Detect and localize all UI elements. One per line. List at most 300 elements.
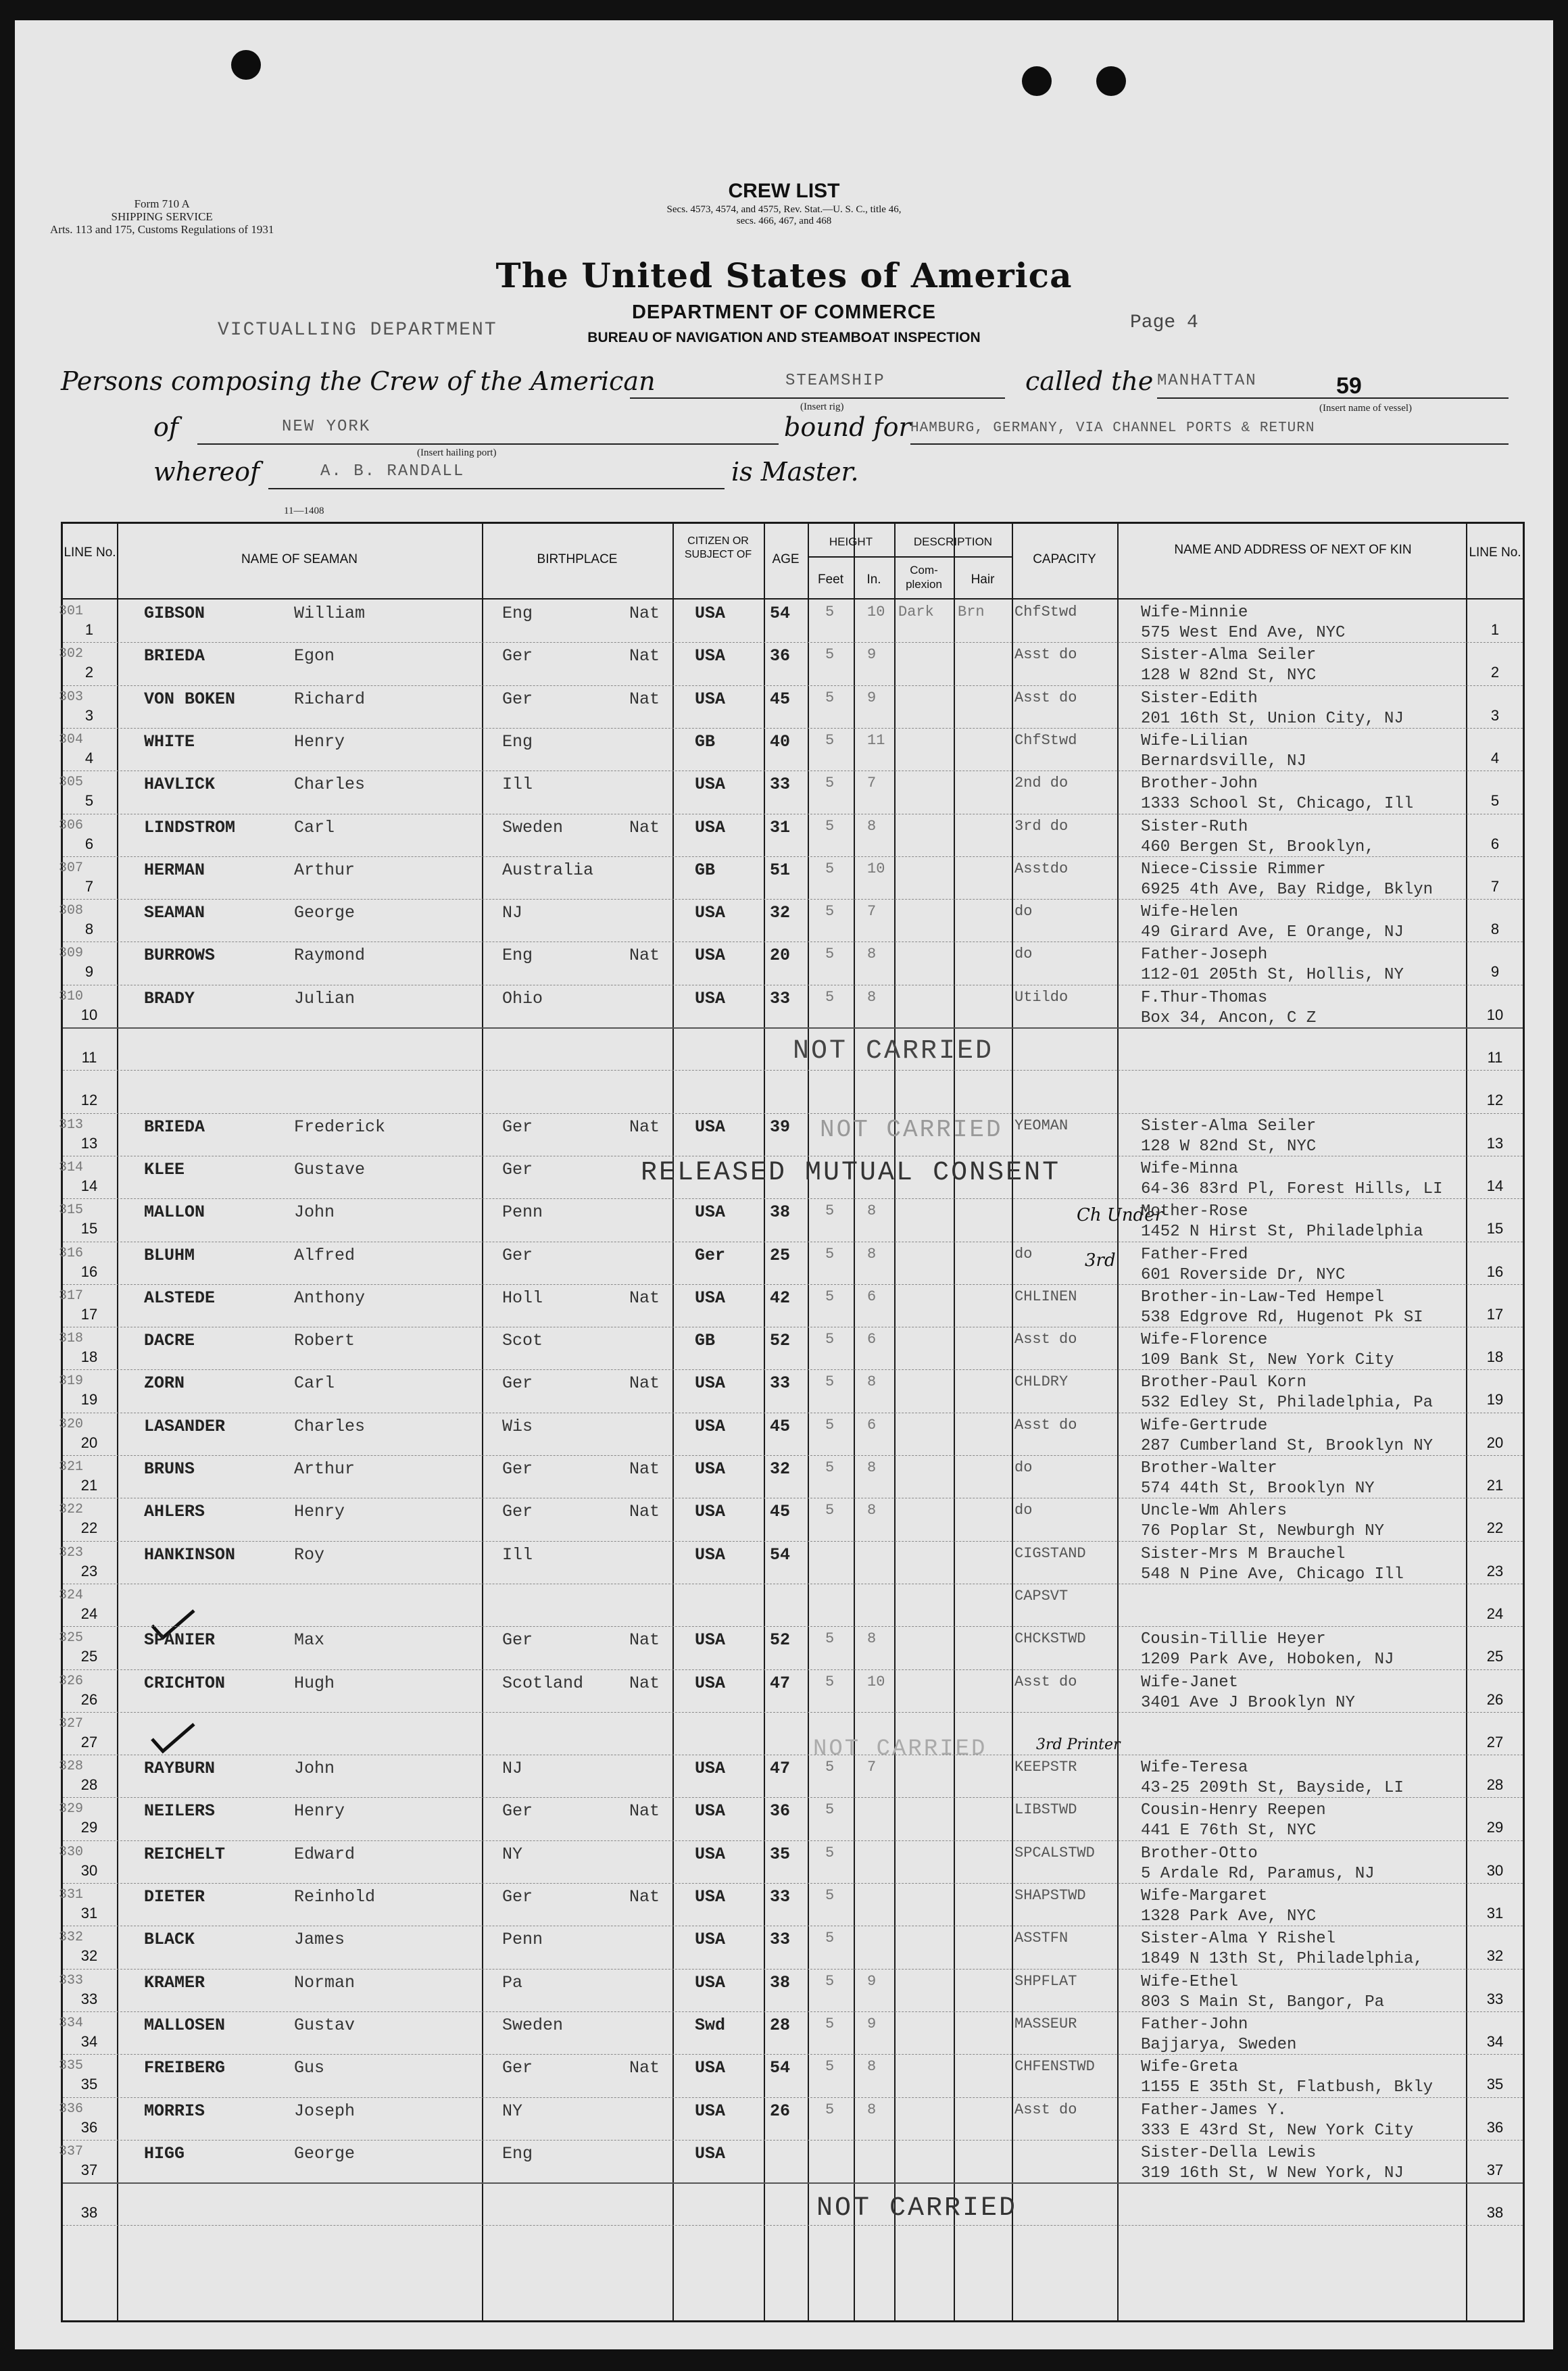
cell-ft: 5 — [825, 1202, 835, 1220]
cell-cit: USA — [695, 2058, 726, 2078]
cell-hair: Brn — [958, 604, 985, 620]
cell-surname: MALLOSEN — [144, 2015, 226, 2035]
cell-surname: HAVLICK — [144, 775, 216, 795]
cell-birth: Australia — [502, 860, 594, 880]
cell-comp: Dark — [898, 604, 934, 620]
line-number: 1 — [84, 621, 94, 638]
cell-kin2: 287 Cumberland St, Brooklyn NY — [1141, 1436, 1434, 1455]
cell-kin2: 803 S Main St, Bangor, Pa — [1141, 1993, 1385, 2011]
cell-given: George — [294, 903, 356, 923]
cell-age: 47 — [770, 1759, 791, 1779]
cell-given: Robert — [294, 1331, 356, 1351]
cell-cit: USA — [695, 1373, 726, 1394]
row-divider — [63, 1669, 1523, 1670]
row-divider — [63, 1883, 1523, 1884]
cell-cit: USA — [695, 1887, 726, 1907]
whereof-label: whereof — [153, 457, 260, 487]
cell-surname: BLACK — [144, 1930, 195, 1950]
cell-kin1: Wife-Minna — [1141, 1159, 1239, 1178]
col-citizen: CITIZEN OR SUBJECT OF — [684, 535, 752, 560]
line-number-right: 13 — [1486, 1134, 1504, 1152]
crew-of-american-label: Persons composing the Crew of the American — [61, 366, 656, 396]
cell-birth: Ohio — [502, 988, 543, 1008]
cell-birth: Ill — [502, 775, 533, 795]
col-height: HEIGHT — [829, 535, 873, 548]
cell-kin2: 1155 E 35th St, Flatbush, Bkly — [1141, 2078, 1434, 2097]
cell-age: 33 — [770, 988, 791, 1008]
cell-age: 25 — [770, 1245, 791, 1265]
row-divider — [63, 2054, 1523, 2055]
statutes-reference — [15, 204, 1553, 227]
cell-ft: 5 — [825, 1416, 835, 1434]
cell-cap: CHLDRY — [1014, 1373, 1069, 1391]
cell-age: 26 — [770, 2101, 791, 2121]
cell-in: 7 — [867, 1759, 877, 1776]
cell-serial: 304 — [59, 731, 84, 748]
cell-ft: 5 — [825, 2101, 835, 2118]
cell-kin1: Sister-Ruth — [1141, 817, 1248, 836]
line-number-right: 7 — [1490, 877, 1500, 895]
cell-kin1: Wife-Teresa — [1141, 1759, 1248, 1778]
cell-kin2: 49 Girard Ave, E Orange, NJ — [1141, 923, 1404, 942]
line-number-right: 37 — [1486, 2161, 1504, 2178]
cell-cap: LIBSTWD — [1014, 1801, 1077, 1819]
cell-given: Egon — [294, 646, 335, 666]
cell-nat: Nat — [629, 689, 660, 709]
line-number-right: 9 — [1490, 963, 1500, 981]
cell-age: 36 — [770, 1801, 791, 1822]
cell-cap: Asst do — [1014, 1673, 1077, 1690]
cell-kin1: Wife-Margaret — [1141, 1887, 1268, 1905]
cell-cit: USA — [695, 1544, 726, 1565]
cell-age: 54 — [770, 2058, 791, 2078]
cell-surname: BRUNS — [144, 1459, 195, 1479]
line-number: 16 — [80, 1263, 98, 1280]
cell-kin1: Sister-Mrs M Brauchel — [1141, 1544, 1346, 1563]
cell-kin1: Brother-Otto — [1141, 1844, 1258, 1863]
cell-cit: USA — [695, 775, 726, 795]
cell-age: 36 — [770, 646, 791, 666]
vessel-label: (Insert name of vessel) — [1319, 403, 1413, 414]
cell-surname: AHLERS — [144, 1502, 205, 1522]
bureau-heading: BUREAU OF NAVIGATION AND STEAMBOAT INSPECTION — [587, 330, 981, 345]
row-divider — [63, 1626, 1523, 1627]
line-number-right: 11 — [1487, 1049, 1503, 1066]
cell-kin2: Bajjarya, Sweden — [1141, 2035, 1297, 2054]
cell-serial: 333 — [59, 1972, 84, 1988]
cell-kin1: Uncle-Wm Ahlers — [1141, 1502, 1288, 1521]
cell-kin1: Brother-John — [1141, 775, 1258, 793]
cell-in: 8 — [867, 988, 877, 1006]
cell-kin2: 1209 Park Ave, Hoboken, NJ — [1141, 1651, 1394, 1669]
cell-kin1: Wife-Janet — [1141, 1673, 1239, 1692]
cell-kin2: 575 West End Ave, NYC — [1141, 624, 1346, 642]
cell-cit: USA — [695, 1502, 726, 1522]
line-number: 30 — [80, 1861, 98, 1879]
cell-age: 20 — [770, 946, 791, 966]
row-divider — [63, 1284, 1523, 1285]
cell-cit: USA — [695, 988, 726, 1008]
cell-ft: 5 — [825, 1801, 835, 1819]
line-number: 3 — [84, 706, 94, 724]
line-number: 10 — [80, 1006, 98, 1023]
cell-in: 6 — [867, 1331, 877, 1348]
line-number: 29 — [80, 1819, 98, 1836]
cell-in: 8 — [867, 2058, 877, 2076]
cell-kin1: Wife-Lilian — [1141, 731, 1248, 750]
cell-given: Julian — [294, 988, 356, 1008]
col-age: AGE — [772, 552, 800, 566]
cell-cit: USA — [695, 1673, 726, 1693]
cell-surname: BLUHM — [144, 1245, 195, 1265]
cell-ft: 5 — [825, 1630, 835, 1648]
cell-kin1: Sister-Alma Seiler — [1141, 1117, 1317, 1135]
document-title: CREW LIST — [728, 180, 840, 202]
cell-ft: 5 — [825, 689, 835, 706]
line-number-right: 27 — [1486, 1733, 1504, 1751]
vessel-name: MANHATTAN — [1157, 372, 1257, 390]
cell-nat: Nat — [629, 1288, 660, 1308]
line-number-right: 33 — [1486, 1990, 1504, 2007]
cell-kin2: 64-36 83rd Pl, Forest Hills, LI — [1141, 1179, 1443, 1198]
cell-kin1: Cousin-Henry Reepen — [1141, 1801, 1326, 1820]
cell-given: Joseph — [294, 2101, 356, 2121]
cell-kin1: Father-James Y. — [1141, 2101, 1288, 2120]
cell-surname: NEILERS — [144, 1801, 216, 1822]
line-number-right: 1 — [1490, 621, 1500, 638]
cell-in: 7 — [867, 903, 877, 921]
cell-surname: MORRIS — [144, 2101, 205, 2121]
cell-given: Roy — [294, 1544, 325, 1565]
cell-age: 42 — [770, 1288, 791, 1308]
cell-cit: USA — [695, 946, 726, 966]
line-number: 12 — [80, 1092, 98, 1109]
line-number-right: 28 — [1486, 1776, 1504, 1794]
cell-age: 33 — [770, 1930, 791, 1950]
line-number: 11 — [81, 1049, 97, 1066]
cell-given: John — [294, 1759, 335, 1779]
cell-cit: USA — [695, 604, 726, 623]
cell-given: John — [294, 1202, 335, 1223]
cell-kin2: 1849 N 13th St, Philadelphia, — [1141, 1950, 1423, 1969]
punch-hole — [231, 50, 261, 80]
cell-cit: USA — [695, 1416, 726, 1436]
col-capacity: CAPACITY — [1033, 552, 1096, 566]
crew-list-sheet — [15, 20, 1553, 2349]
cell-kin1: Wife-Ethel — [1141, 1972, 1239, 1991]
cell-surname: ZORN — [144, 1373, 185, 1394]
cell-kin2: 538 Edgrove Rd, Hugenot Pk SI — [1141, 1308, 1423, 1327]
line-number: 34 — [80, 2032, 98, 2050]
cell-serial: 315 — [59, 1202, 84, 1219]
cell-in: 9 — [867, 2015, 877, 2032]
form-number: Form 710 A — [134, 197, 190, 210]
cell-cap: CAPSVT — [1014, 1587, 1069, 1605]
cell-age: 32 — [770, 1459, 791, 1479]
col-name: NAME OF SEAMAN — [241, 552, 358, 566]
cell-cit: USA — [695, 1930, 726, 1950]
cell-birth: Ill — [502, 1544, 533, 1565]
cell-cit: USA — [695, 1202, 726, 1223]
cell-ft: 5 — [825, 1887, 835, 1904]
col-birthplace: BIRTHPLACE — [537, 552, 618, 566]
cell-cap: KEEPSTR — [1014, 1759, 1077, 1776]
cell-kin2: 601 Roverside Dr, NYC — [1141, 1265, 1346, 1284]
line-number-right: 36 — [1486, 2118, 1504, 2136]
cell-ft: 5 — [825, 1288, 835, 1305]
cell-nat: Nat — [629, 2058, 660, 2078]
cell-cap: CHCKSTWD — [1014, 1630, 1086, 1648]
line-number-right: 24 — [1486, 1605, 1504, 1622]
line-number-right: 26 — [1486, 1690, 1504, 1708]
cell-cap: do — [1014, 1502, 1033, 1519]
row-divider — [63, 2182, 1523, 2184]
is-master-label: is Master. — [731, 457, 859, 487]
row-divider — [63, 1070, 1523, 1071]
cell-serial: 337 — [59, 2143, 84, 2159]
cell-in: 8 — [867, 1459, 877, 1476]
row-divider — [63, 899, 1523, 900]
line-number: 26 — [80, 1690, 98, 1708]
cell-in: 9 — [867, 689, 877, 706]
cell-nat: Nat — [629, 646, 660, 666]
cell-cap: Asst do — [1014, 689, 1077, 706]
destination: HAMBURG, GERMANY, VIA CHANNEL PORTS & RETURN — [910, 420, 1315, 436]
cell-cap: CHFENSTWD — [1014, 2058, 1095, 2076]
cell-ft: 5 — [825, 2015, 835, 2032]
line-number: 6 — [84, 835, 94, 852]
line-number-right: 12 — [1486, 1092, 1504, 1109]
cell-ft: 5 — [825, 604, 835, 620]
cell-birth: NY — [502, 1844, 523, 1864]
cell-cit: USA — [695, 1117, 726, 1137]
cell-cap: SHAPSTWD — [1014, 1887, 1086, 1904]
statutes-line-1: Secs. 4573, 4574, and 4575, Rev. Stat.—U. S. C., title 46, — [666, 204, 902, 215]
voyage-number: 59 — [1336, 373, 1362, 399]
typed-department: VICTUALLING DEPARTMENT — [218, 320, 497, 341]
cell-kin2: Bernardsville, NJ — [1141, 752, 1306, 771]
cell-ft: 5 — [825, 1373, 835, 1391]
cell-given: Carl — [294, 1373, 335, 1394]
cell-given: James — [294, 1930, 345, 1950]
cell-in: 6 — [867, 1288, 877, 1305]
row-divider — [63, 1969, 1523, 1970]
cell-in: 6 — [867, 1416, 877, 1434]
col-next-of-kin: NAME AND ADDRESS OF NEXT OF KIN — [1174, 543, 1412, 557]
cell-kin2: 574 44th St, Brooklyn NY — [1141, 1480, 1375, 1498]
cell-birth: Scot — [502, 1331, 543, 1351]
cell-ft: 5 — [825, 1930, 835, 1947]
row-divider — [63, 728, 1523, 729]
cell-given: George — [294, 2143, 356, 2164]
cell-birth: Ger — [502, 1887, 533, 1907]
line-number: 21 — [80, 1477, 98, 1494]
row-divider — [63, 1369, 1523, 1370]
cell-cap: ASSTFN — [1014, 1930, 1069, 1947]
cell-kin1: Sister-Alma Seiler — [1141, 646, 1317, 665]
cell-cit: USA — [695, 1801, 726, 1822]
hailing-port: NEW YORK — [282, 418, 371, 436]
department-heading: DEPARTMENT OF COMMERCE — [631, 301, 936, 323]
bound-for-label: bound for — [784, 412, 911, 442]
cell-given: Anthony — [294, 1288, 366, 1308]
cell-cit: Ger — [695, 1245, 726, 1265]
stamp-not-carried: NOT CARRIED — [816, 2193, 1018, 2224]
cell-surname: KLEE — [144, 1159, 185, 1179]
cell-kin1: F.Thur-Thomas — [1141, 988, 1268, 1007]
cell-birth: Eng — [502, 731, 533, 752]
cell-serial: 316 — [59, 1245, 84, 1261]
cell-surname: HIGG — [144, 2143, 185, 2164]
row-divider — [63, 1712, 1523, 1713]
cell-cap: Asst do — [1014, 646, 1077, 664]
cell-serial: 322 — [59, 1502, 84, 1518]
cell-kin1: Sister-Edith — [1141, 689, 1258, 708]
cell-kin2: 3401 Ave J Brooklyn NY — [1141, 1693, 1355, 1712]
cell-kin1: Brother-Walter — [1141, 1459, 1277, 1477]
row-divider — [63, 685, 1523, 686]
cell-age: 38 — [770, 1972, 791, 1993]
cell-birth: Holl — [502, 1288, 543, 1308]
cell-age: 45 — [770, 1502, 791, 1522]
cell-surname: FREIBERG — [144, 2058, 226, 2078]
cell-in: 7 — [867, 775, 877, 792]
cell-serial: 301 — [59, 604, 84, 619]
cell-given: Max — [294, 1630, 325, 1651]
line-number: 5 — [84, 792, 94, 810]
line-number-right: 4 — [1490, 749, 1500, 766]
line-number-right: 10 — [1486, 1006, 1504, 1023]
cell-birth: Ger — [502, 646, 533, 666]
form-regulation: Arts. 113 and 175, Customs Regulations of 1931 — [50, 223, 274, 236]
cell-in: 10 — [867, 1673, 885, 1690]
cell-in: 8 — [867, 1373, 877, 1391]
cell-surname: BRADY — [144, 988, 195, 1008]
cell-surname: HANKINSON — [144, 1544, 236, 1565]
cell-age: 38 — [770, 1202, 791, 1223]
cell-kin1: Father-Joseph — [1141, 946, 1268, 964]
cell-serial: 310 — [59, 988, 84, 1004]
cell-cap: SPCALSTWD — [1014, 1844, 1095, 1861]
cell-birth: Wis — [502, 1416, 533, 1436]
cell-surname: BURROWS — [144, 946, 216, 966]
cell-age: 33 — [770, 775, 791, 795]
cell-surname: ALSTEDE — [144, 1288, 216, 1308]
cell-kin2: 201 16th St, Union City, NJ — [1141, 709, 1404, 728]
form-service: SHIPPING SERVICE — [111, 210, 213, 223]
cell-kin2: 109 Bank St, New York City — [1141, 1351, 1394, 1370]
master-name: A. B. RANDALL — [320, 462, 465, 481]
line-number-right: 25 — [1486, 1648, 1504, 1665]
cell-ft: 5 — [825, 1331, 835, 1348]
line-number-right: 3 — [1490, 706, 1500, 724]
cell-nat: Nat — [629, 1801, 660, 1822]
cell-serial: 307 — [59, 860, 84, 876]
cell-serial: 331 — [59, 1887, 84, 1903]
cell-serial: 319 — [59, 1373, 84, 1390]
line-number: 2 — [84, 664, 94, 681]
cell-ft: 5 — [825, 1245, 835, 1263]
checkmark-icon — [149, 1721, 197, 1755]
cell-birth: Pa — [502, 1972, 523, 1993]
row-divider — [63, 2011, 1523, 2012]
cell-ft: 5 — [825, 946, 835, 963]
cell-ft: 5 — [825, 903, 835, 921]
cell-ft: 5 — [825, 1844, 835, 1861]
cell-given: Henry — [294, 731, 345, 752]
line-number-right: 20 — [1486, 1434, 1504, 1451]
cell-serial: 330 — [59, 1844, 84, 1860]
cell-cit: USA — [695, 646, 726, 666]
cell-given: William — [294, 604, 366, 623]
line-number: 31 — [80, 1905, 98, 1922]
cell-cit: USA — [695, 817, 726, 837]
cell-birth: Ger — [502, 2058, 533, 2078]
stamp-not-carried: NOT CARRIED — [820, 1116, 1003, 1144]
row-divider — [63, 2097, 1523, 2098]
cell-in: 11 — [867, 731, 885, 749]
cell-birth: Ger — [502, 1159, 533, 1179]
cell-age: 32 — [770, 903, 791, 923]
line-number-right: 35 — [1486, 2076, 1504, 2093]
cell-surname: SPANIER — [144, 1630, 216, 1651]
cell-age: 51 — [770, 860, 791, 880]
line-number: 14 — [80, 1177, 98, 1194]
cell-serial: 336 — [59, 2101, 84, 2117]
cell-given: Henry — [294, 1502, 345, 1522]
cell-surname: BRIEDA — [144, 1117, 205, 1137]
punch-hole — [1022, 66, 1052, 96]
cell-in: 10 — [867, 604, 885, 620]
cell-kin1: Sister-Della Lewis — [1141, 2143, 1317, 2162]
cell-given: Arthur — [294, 860, 356, 880]
cell-surname: DACRE — [144, 1331, 195, 1351]
cell-kin1: Brother-Paul Korn — [1141, 1373, 1306, 1392]
cell-ft: 5 — [825, 1459, 835, 1476]
line-number: 32 — [80, 1947, 98, 1965]
cell-serial: 329 — [59, 1801, 84, 1817]
line-number-right: 31 — [1486, 1905, 1504, 1922]
cell-serial: 332 — [59, 1930, 84, 1946]
line-number-right: 21 — [1486, 1477, 1504, 1494]
cell-cit: Swd — [695, 2015, 726, 2035]
cell-kin2: Box 34, Ancon, C Z — [1141, 1008, 1317, 1027]
cell-serial: 318 — [59, 1331, 84, 1347]
cell-serial: 334 — [59, 2015, 84, 2031]
cell-birth: Ger — [502, 1117, 533, 1137]
cell-given: Hugh — [294, 1673, 335, 1693]
cell-surname: CRICHTON — [144, 1673, 226, 1693]
row-divider — [63, 856, 1523, 857]
cell-age: 33 — [770, 1887, 791, 1907]
cell-serial: 327 — [59, 1715, 84, 1732]
cell-given: Gustave — [294, 1159, 366, 1179]
cell-cap: 2nd do — [1014, 775, 1069, 792]
line-number-right: 14 — [1486, 1177, 1504, 1194]
cell-ft: 5 — [825, 988, 835, 1006]
cell-cit: USA — [695, 2143, 726, 2164]
cell-birth: Eng — [502, 2143, 533, 2164]
cell-birth: Penn — [502, 1202, 543, 1223]
cell-kin1: Sister-Alma Y Rishel — [1141, 1930, 1336, 1949]
cell-birth: Ger — [502, 689, 533, 709]
of-label: of — [153, 412, 178, 442]
line-number-right: 19 — [1486, 1391, 1504, 1409]
cell-cap: MASSEUR — [1014, 2015, 1077, 2032]
line-number-right: 38 — [1486, 2204, 1504, 2222]
cell-cap: Asst do — [1014, 1331, 1077, 1348]
cell-kin2: 128 W 82nd St, NYC — [1141, 1137, 1317, 1156]
